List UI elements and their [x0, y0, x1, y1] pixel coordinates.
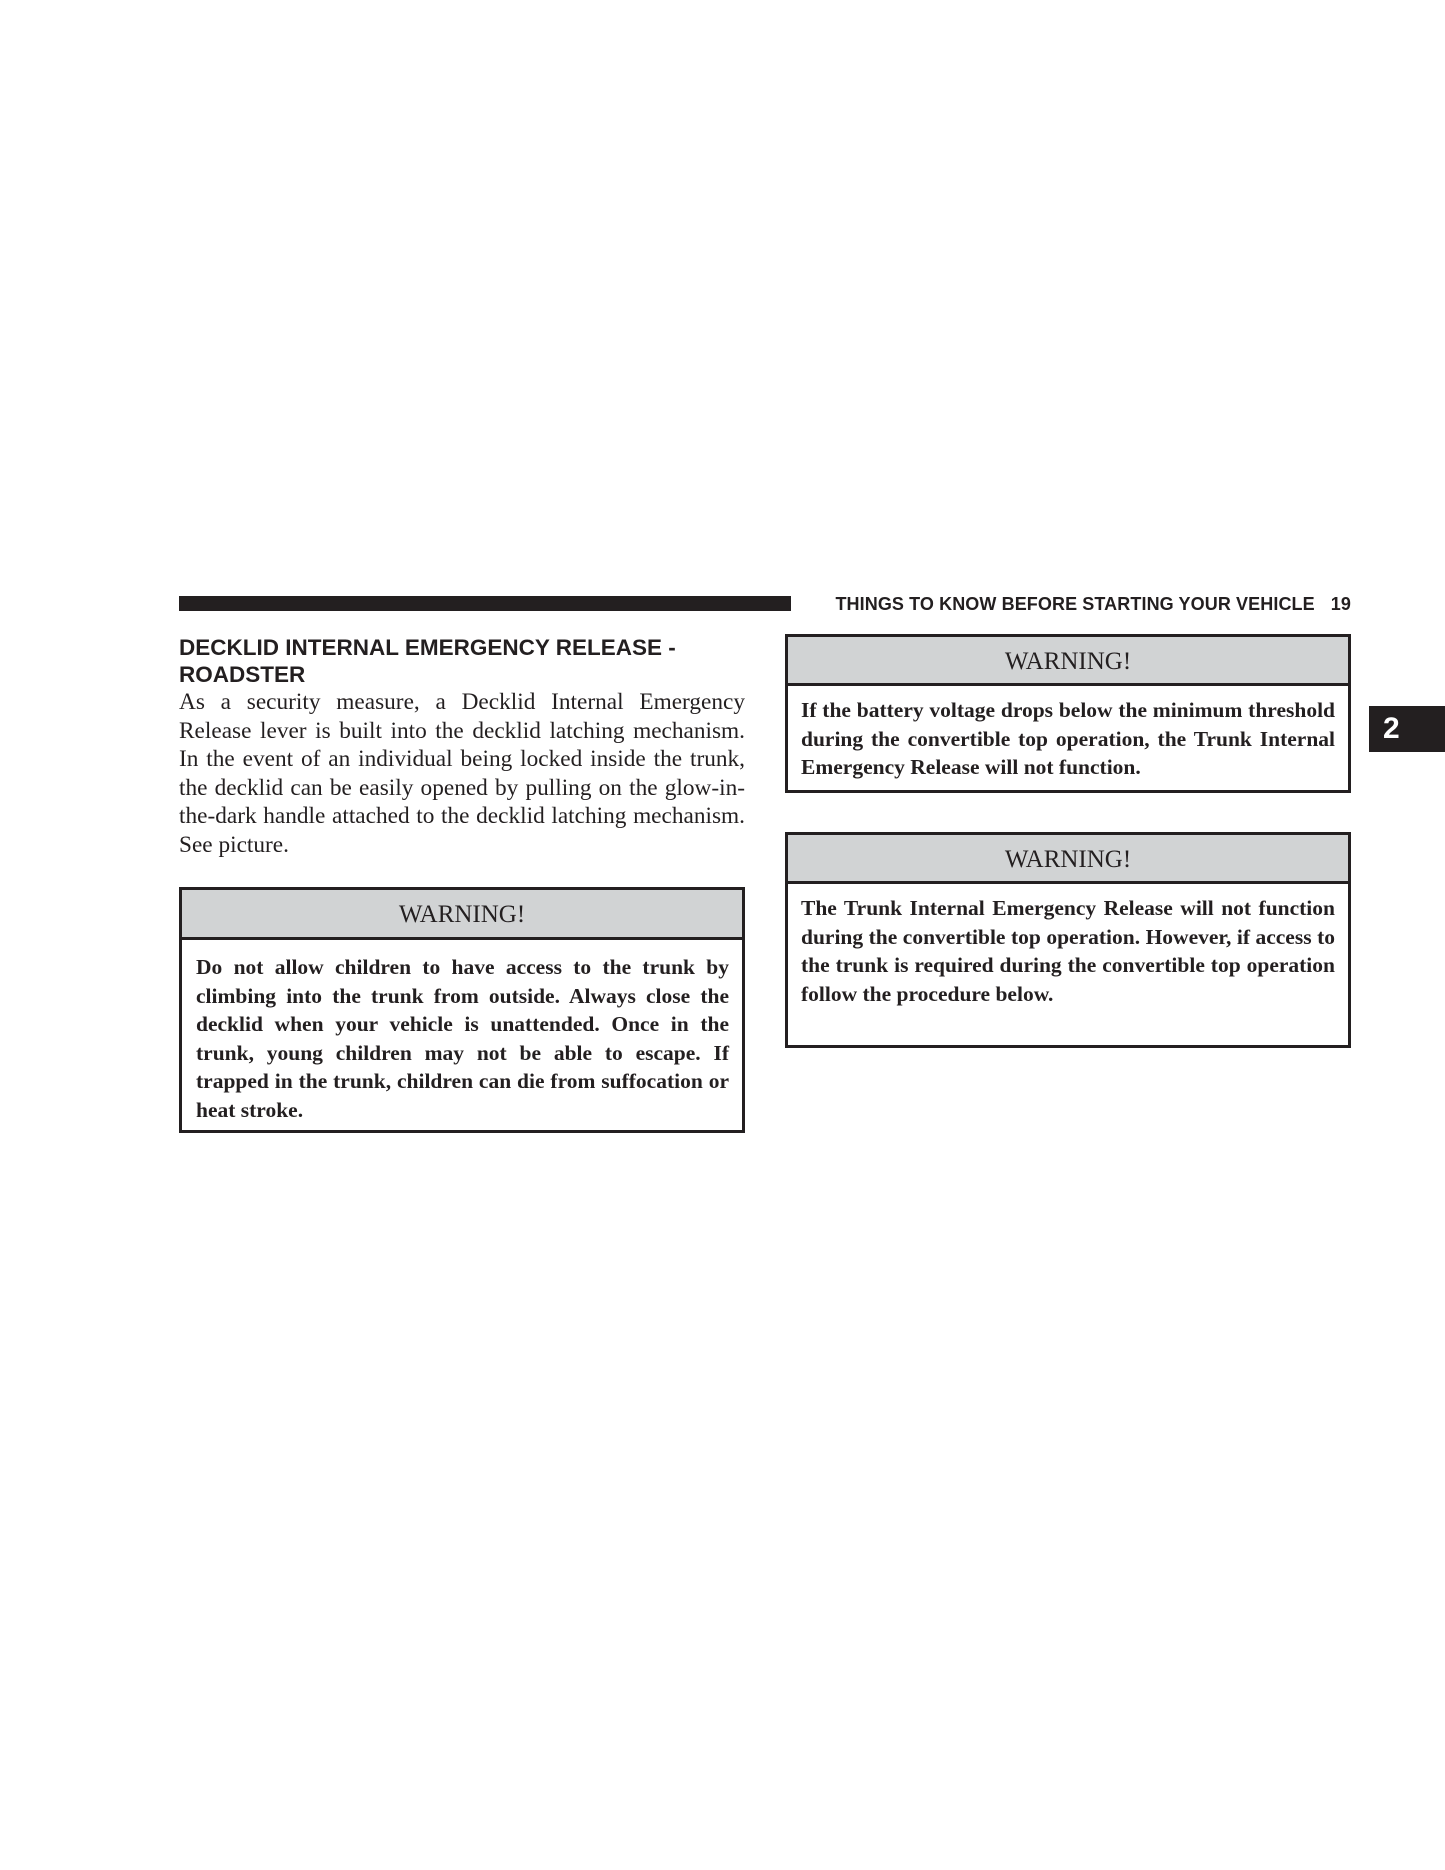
- running-header-title: THINGS TO KNOW BEFORE STARTING YOUR VEHICLE: [835, 594, 1315, 614]
- chapter-tab: 2: [1369, 706, 1445, 752]
- page-number: 19: [1330, 594, 1351, 614]
- warning-title: WARNING!: [788, 835, 1348, 884]
- section-heading: DECKLID INTERNAL EMERGENCY RELEASE - ROADSTER: [179, 635, 676, 687]
- warning-title: WARNING!: [788, 637, 1348, 686]
- warning-text: Do not allow children to have access to the trunk by climbing into the trunk from outside. Always close the decklid when your vehicle is unattended. Once in the trunk, young children may not be able to escape. If trapped in the trunk, children can die from suffocation or heat stroke.: [196, 955, 729, 1122]
- warning-box-battery: [785, 634, 1351, 793]
- warning-box-convertible-top: [785, 832, 1351, 1048]
- warning-box-children: [179, 887, 745, 1133]
- running-header: [806, 592, 1351, 616]
- warning-text: If the battery voltage drops below the minimum threshold during the convertible top operation, the Trunk Internal Emergency Release will not function.: [801, 698, 1335, 779]
- warning-text: The Trunk Internal Emergency Release will not function during the convertible top operation. However, if access to the trunk is required during the convertible top operation follow the procedure below.: [801, 896, 1335, 1006]
- warning-title: WARNING!: [182, 890, 742, 940]
- header-rule-bar: [179, 596, 791, 611]
- body-paragraph: As a security measure, a Decklid Internal Emergency Release lever is built into the decklid latching mechanism. In the event of an individual being locked inside the trunk, the decklid can be easily opened by pulling on the glow-in-the-dark handle attached to the decklid latching mechanism. See picture.: [179, 689, 745, 858]
